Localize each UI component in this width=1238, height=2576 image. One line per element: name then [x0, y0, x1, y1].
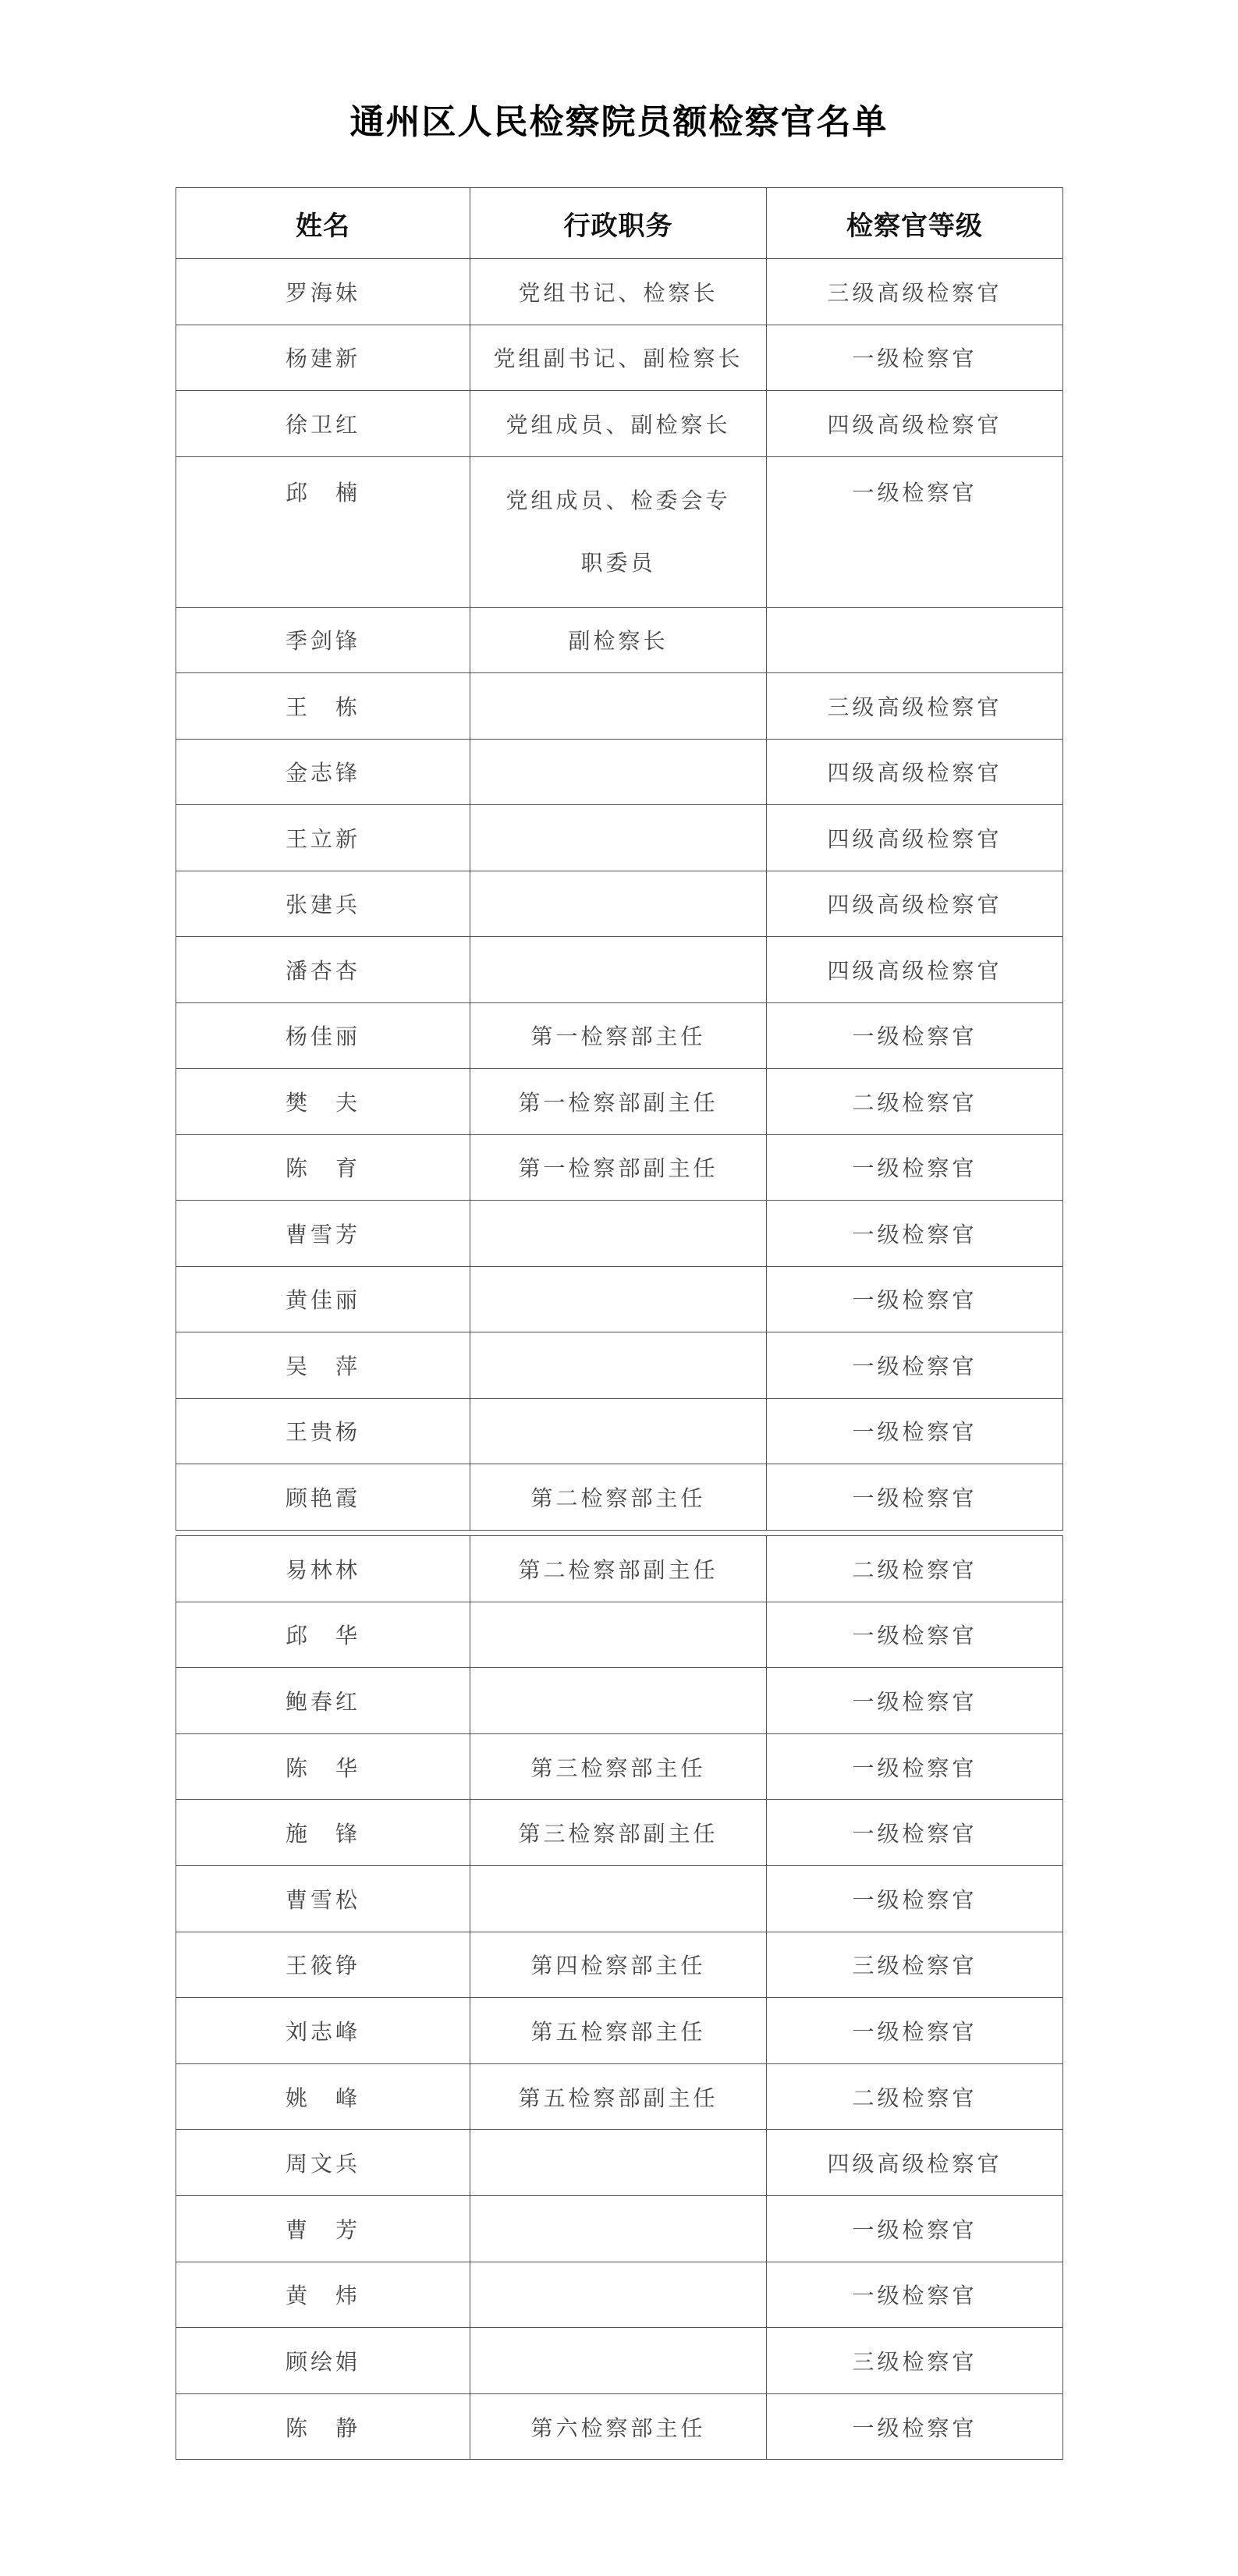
table-row [176, 1998, 1063, 2064]
cell-name: 王立新 [176, 805, 470, 871]
cell-position: 副检察长 [470, 607, 767, 673]
cell-name: 徐卫红 [176, 391, 470, 457]
cell-name: 潘杏杏 [176, 937, 470, 1003]
cell-name: 王贵杨 [176, 1398, 470, 1464]
cell-name: 易林林 [176, 1536, 470, 1602]
table-row [176, 1800, 1063, 1866]
cell-name: 金志锋 [176, 739, 470, 805]
header-rank: 检察官等级 [767, 188, 1063, 259]
cell-rank: 三级检察官 [767, 1932, 1063, 1998]
cell-position: 第一检察部主任 [470, 1002, 767, 1069]
table-row [176, 325, 1063, 391]
cell-rank: 一级检察官 [767, 1398, 1063, 1464]
table-row [176, 456, 1063, 607]
table-row [176, 391, 1063, 457]
cell-rank: 一级检察官 [767, 1002, 1063, 1069]
cell-rank: 一级检察官 [767, 1865, 1063, 1932]
cell-position [470, 805, 767, 871]
table-row [176, 2262, 1063, 2328]
table-row [176, 2063, 1063, 2130]
cell-rank: 一级检察官 [767, 1800, 1063, 1866]
cell-position: 第一检察部副主任 [470, 1069, 767, 1135]
cell-rank: 一级检察官 [767, 325, 1063, 391]
cell-position: 第二检察部副主任 [470, 1536, 767, 1602]
prosecutor-table-part-2 [176, 1535, 1063, 2460]
cell-position: 第三检察部主任 [470, 1733, 767, 1800]
table-row [176, 1266, 1063, 1332]
cell-rank: 一级检察官 [767, 1201, 1063, 1267]
cell-name: 顾绘娟 [176, 2328, 470, 2394]
cell-rank: 二级检察官 [767, 1069, 1063, 1135]
table-row [176, 1733, 1063, 1800]
cell-position: 党组成员、副检察长 [470, 391, 767, 457]
cell-position: 第一检察部副主任 [470, 1134, 767, 1201]
cell-name: 施 锋 [176, 1800, 470, 1866]
table-row [176, 259, 1063, 325]
cell-name: 邱 楠 [176, 456, 470, 607]
cell-position [470, 1865, 767, 1932]
cell-rank: 一级检察官 [767, 1998, 1063, 2064]
cell-name: 杨建新 [176, 325, 470, 391]
cell-rank: 一级检察官 [767, 456, 1063, 607]
cell-rank: 二级检察官 [767, 1536, 1063, 1602]
cell-rank: 一级检察官 [767, 1733, 1063, 1800]
table-row [176, 2393, 1063, 2460]
cell-rank: 一级检察官 [767, 1668, 1063, 1734]
table-row [176, 1332, 1063, 1399]
table-row [176, 739, 1063, 805]
table-row [176, 1398, 1063, 1464]
cell-position [470, 2130, 767, 2196]
cell-rank: 一级检察官 [767, 1602, 1063, 1668]
table-row [176, 1134, 1063, 1201]
cell-rank: 一级检察官 [767, 1332, 1063, 1399]
cell-position [470, 1398, 767, 1464]
cell-name: 王筱铮 [176, 1932, 470, 1998]
cell-name: 曹雪芳 [176, 1201, 470, 1267]
cell-rank: 三级高级检察官 [767, 673, 1063, 740]
cell-name: 樊 夫 [176, 1069, 470, 1135]
header-name: 姓名 [176, 188, 470, 259]
table-row [176, 1464, 1063, 1531]
cell-position: 党组书记、检察长 [470, 259, 767, 325]
cell-name: 王 栋 [176, 673, 470, 740]
cell-name: 周文兵 [176, 2130, 470, 2196]
cell-rank: 四级高级检察官 [767, 871, 1063, 937]
cell-position [470, 1332, 767, 1399]
cell-name: 曹雪松 [176, 1865, 470, 1932]
cell-name: 黄佳丽 [176, 1266, 470, 1332]
cell-name: 鲍春红 [176, 1668, 470, 1734]
cell-position [470, 1266, 767, 1332]
table-row [176, 1668, 1063, 1734]
cell-rank: 四级高级检察官 [767, 805, 1063, 871]
cell-rank: 一级检察官 [767, 2393, 1063, 2460]
cell-name: 陈 育 [176, 1134, 470, 1201]
header-position: 行政职务 [470, 188, 767, 259]
cell-name: 张建兵 [176, 871, 470, 937]
cell-rank: 一级检察官 [767, 2195, 1063, 2262]
table-row [176, 937, 1063, 1003]
table-row [176, 1602, 1063, 1668]
cell-position [470, 937, 767, 1003]
cell-name: 陈 华 [176, 1733, 470, 1800]
cell-name: 刘志峰 [176, 1998, 470, 2064]
cell-name: 顾艳霞 [176, 1464, 470, 1531]
cell-position [470, 739, 767, 805]
table-row [176, 2328, 1063, 2394]
cell-position: 第六检察部主任 [470, 2393, 767, 2460]
cell-rank: 三级检察官 [767, 2328, 1063, 2394]
table-row [176, 1932, 1063, 1998]
cell-position [470, 1201, 767, 1267]
cell-rank: 一级检察官 [767, 1464, 1063, 1531]
cell-rank: 四级高级检察官 [767, 391, 1063, 457]
cell-rank: 一级检察官 [767, 2262, 1063, 2328]
cell-name: 曹 芳 [176, 2195, 470, 2262]
cell-position: 第五检察部副主任 [470, 2063, 767, 2130]
table-row [176, 871, 1063, 937]
prosecutor-table-part-1 [176, 187, 1063, 1531]
table-row [176, 1865, 1063, 1932]
table-header-row [176, 188, 1063, 259]
cell-name: 杨佳丽 [176, 1002, 470, 1069]
cell-position: 第三检察部副主任 [470, 1800, 767, 1866]
cell-rank: 一级检察官 [767, 1266, 1063, 1332]
cell-rank [767, 607, 1063, 673]
cell-position [470, 673, 767, 740]
cell-rank: 三级高级检察官 [767, 259, 1063, 325]
cell-rank: 四级高级检察官 [767, 2130, 1063, 2196]
cell-position [470, 1602, 767, 1668]
cell-position: 第五检察部主任 [470, 1998, 767, 2064]
cell-position [470, 2195, 767, 2262]
table-row [176, 2195, 1063, 2262]
page-title: 通州区人民检察院员额检察官名单 [349, 102, 889, 142]
cell-name: 陈 静 [176, 2393, 470, 2460]
cell-position: 第四检察部主任 [470, 1932, 767, 1998]
cell-position [470, 871, 767, 937]
cell-name: 黄 炜 [176, 2262, 470, 2328]
cell-name: 邱 华 [176, 1602, 470, 1668]
cell-name: 姚 峰 [176, 2063, 470, 2130]
cell-position: 第二检察部主任 [470, 1464, 767, 1531]
cell-rank: 一级检察官 [767, 1134, 1063, 1201]
table-row [176, 2130, 1063, 2196]
cell-position: 党组副书记、副检察长 [470, 325, 767, 391]
cell-name: 季剑锋 [176, 607, 470, 673]
cell-name: 吴 萍 [176, 1332, 470, 1399]
cell-position [470, 2328, 767, 2394]
cell-position [470, 1668, 767, 1734]
cell-position: 党组成员、检委会专职委员 [470, 456, 767, 607]
table-row [176, 1201, 1063, 1267]
cell-name: 罗海妹 [176, 259, 470, 325]
cell-rank: 四级高级检察官 [767, 739, 1063, 805]
table-row [176, 607, 1063, 673]
table-row [176, 1069, 1063, 1135]
table-row [176, 673, 1063, 740]
table-row [176, 805, 1063, 871]
cell-position [470, 2262, 767, 2328]
cell-rank: 四级高级检察官 [767, 937, 1063, 1003]
cell-rank: 二级检察官 [767, 2063, 1063, 2130]
table-row [176, 1536, 1063, 1602]
table-row [176, 1002, 1063, 1069]
